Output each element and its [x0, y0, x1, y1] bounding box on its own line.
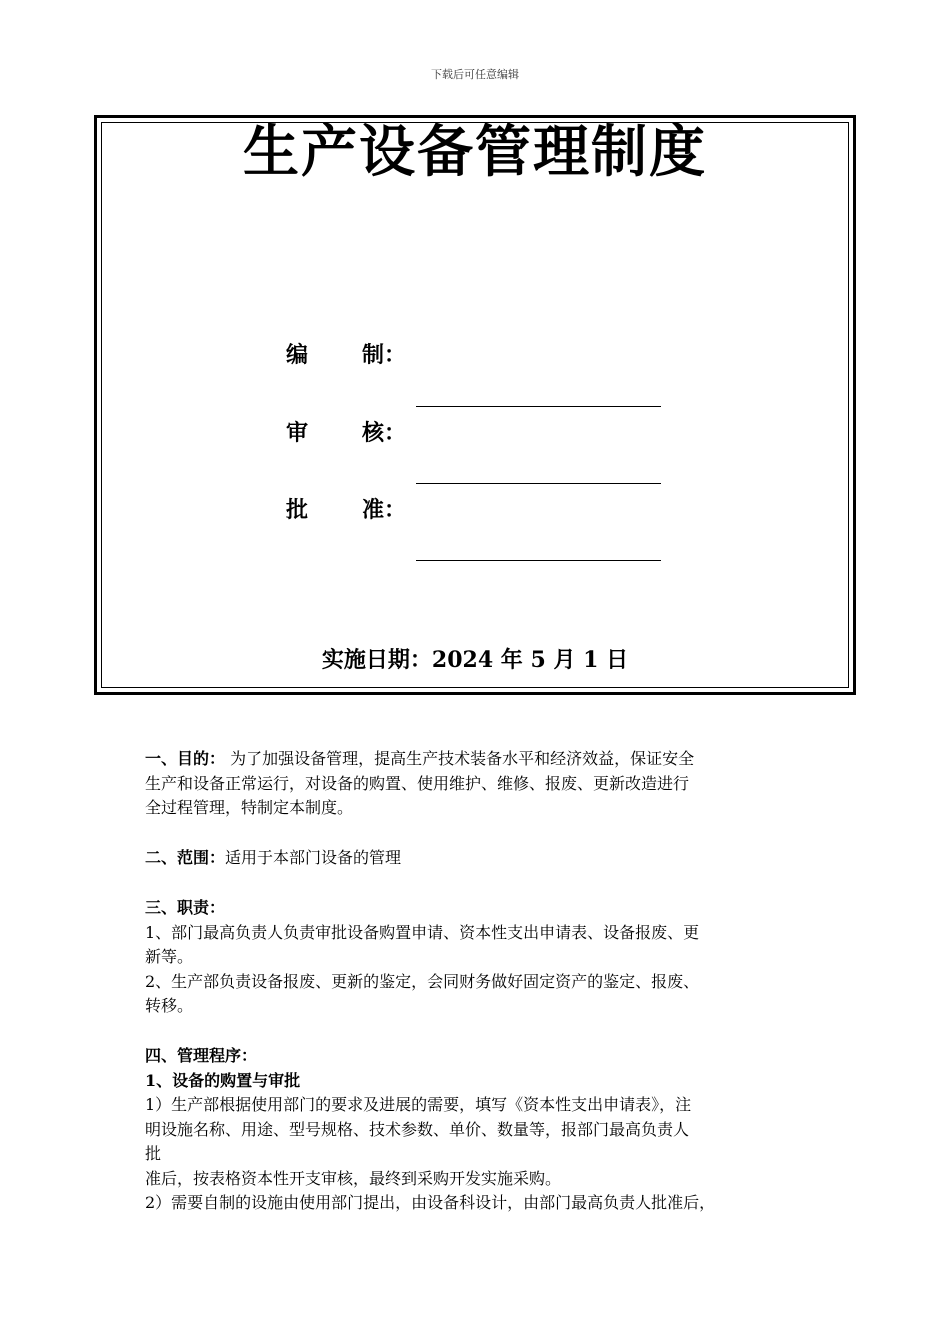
procedure-1-line1: 1）生产部根据使用部门的要求及进展的需要，填写《资本性支出申请表》，注: [145, 1095, 692, 1114]
compiler-label-char2: 制：: [362, 342, 407, 368]
procedure-1-line2: 明设施名称、用途、型号规格、技术参数、单价、数量等，报部门最高负责人: [145, 1119, 690, 1139]
section-purpose: [145, 747, 815, 821]
reviewer-label-char1: 审: [286, 420, 309, 446]
compiler-label: [286, 338, 406, 369]
cover-border: [94, 115, 856, 695]
approver-label-char2: 准：: [362, 497, 407, 523]
compiler-signature-line: [416, 406, 661, 407]
purpose-heading: 一、目的：: [145, 749, 226, 768]
duty-1-line2: 新等。: [145, 947, 194, 966]
reviewer-signature-line: [416, 483, 661, 484]
purpose-text-line3: 全过程管理，特制定本制度。: [145, 798, 354, 817]
procedure-subheading-1: 1、设备的购置与审批: [145, 1070, 301, 1090]
section-procedure: [145, 1044, 815, 1216]
duty-2-line1: 2、生产部负责设备报废、更新的鉴定，会同财务做好固定资产的鉴定、报废、: [145, 971, 700, 991]
procedure-2-line1: 2）需要自制的设施由使用部门提出，由设备科设计，由部门最高负责人批准后，: [145, 1193, 716, 1212]
approver-label: [286, 493, 406, 524]
purpose-text-line2: 生产和设备正常运行，对设备的购置、使用维护、维修、报废、更新改造进行: [145, 773, 690, 793]
reviewer-label-char2: 核：: [362, 420, 407, 446]
compiler-label-char1: 编: [286, 342, 309, 368]
document-title: 生产设备管理制度: [243, 119, 707, 185]
duties-heading: 三、职责：: [145, 898, 226, 917]
cover-inner-border: [101, 122, 849, 688]
duty-1-line1: 1、部门最高负责人负责审批设备购置申请、资本性支出申请表、设备报废、更: [145, 922, 700, 942]
duty-2-line2: 转移。: [145, 996, 194, 1015]
procedure-1-line3: 批: [145, 1144, 162, 1163]
purpose-text-line1: 为了加强设备管理，提高生产技术装备水平和经济效益，保证安全: [225, 749, 695, 768]
scope-heading: 二、范围：: [145, 848, 226, 867]
implementation-date: 实施日期：2024 年 5 月 1 日: [321, 647, 629, 673]
reviewer-label: [286, 416, 406, 447]
section-duties: [145, 896, 815, 1019]
approver-signature-line: [416, 560, 661, 561]
header-note: 下载后可任意编辑: [431, 68, 519, 81]
procedure-heading: 四、管理程序：: [145, 1046, 258, 1065]
approver-label-char1: 批: [286, 497, 309, 523]
scope-text: 适用于本部门设备的管理: [225, 848, 402, 867]
procedure-1-line4: 准后，按表格资本性开支审核，最终到采购开发实施采购。: [145, 1168, 562, 1188]
section-scope: [145, 846, 815, 871]
